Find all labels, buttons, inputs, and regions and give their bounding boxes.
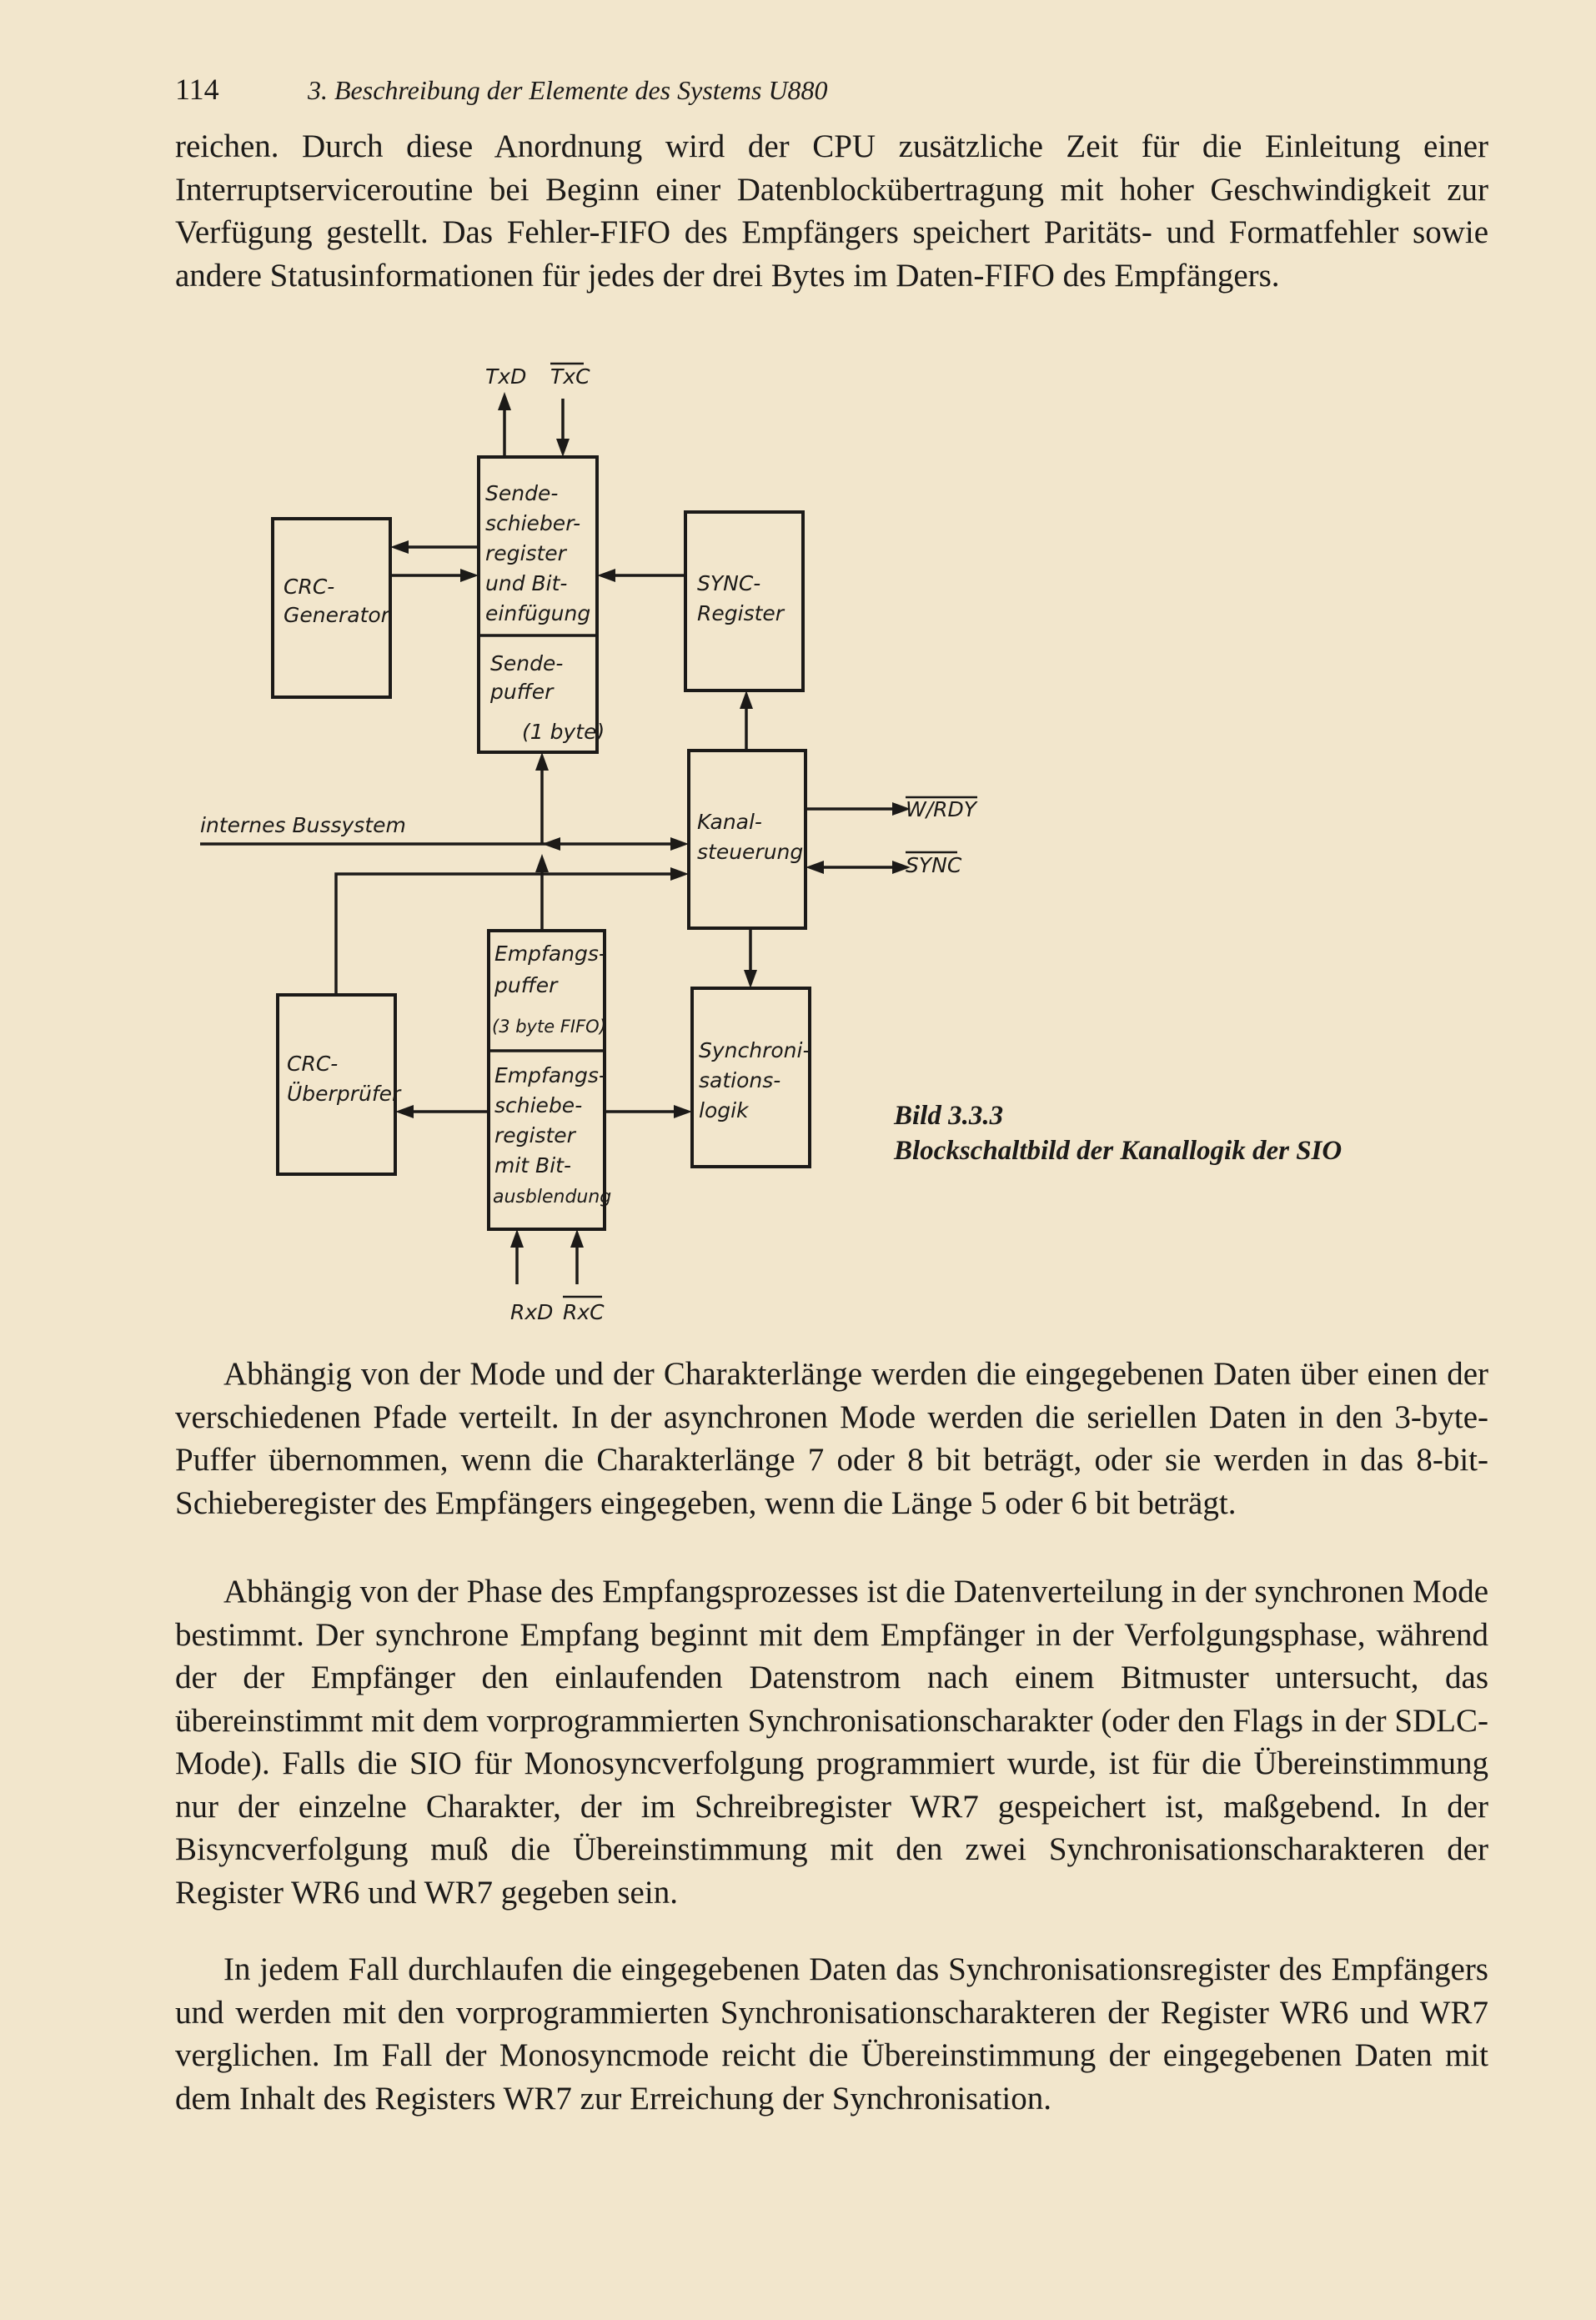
paragraph-intro: reichen. Durch diese Anordnung wird der CPU zusätzliche Zeit für die Einleitung einer Interruptserviceroutine bei Beginn einer Datenblockübertragung mit hoher Geschwindigkeit zur Verfügung gestellt. Das Fehler-FIFO des Empfängers speichert Paritäts- und Formatfehler sowie andere Statusinformationen für jedes der drei Bytes im Daten-FIFO des Empfängers.	[175, 128, 1488, 294]
figure-number: Bild 3.3.3	[894, 1101, 1004, 1131]
sync-register-label-1: SYNC-	[697, 571, 761, 595]
crc-generator-label-2: Generator	[284, 603, 389, 627]
receive-shift-label-5: ausblendung	[493, 1187, 612, 1208]
receive-shift-label-3: register	[494, 1123, 575, 1147]
receive-buffer-label-1: Empfangs-	[494, 942, 606, 966]
send-buffer-label-2: puffer	[490, 680, 554, 704]
w-rdy-label: W/RDY	[906, 797, 977, 821]
receive-shift-label-1: Empfangs-	[494, 1063, 606, 1087]
sync-logic-label-2: sations-	[699, 1068, 781, 1092]
receive-to-sync-logic-arrow	[674, 1105, 692, 1118]
txd-arrow	[498, 392, 511, 410]
internal-bus-label: internes Bussystem	[200, 813, 406, 837]
send-buffer-label-3: (1 byte)	[522, 720, 605, 744]
bus-to-control-arrow	[670, 837, 689, 851]
rxc-label: RxC	[563, 1300, 605, 1324]
sync-logic-label-1: Synchroni-	[699, 1038, 811, 1062]
send-buffer-label-1: Sende-	[490, 651, 564, 675]
txc-arrow	[556, 439, 570, 457]
receive-shift-label-2: schiebe-	[494, 1093, 583, 1117]
channel-control-label-1: Kanal-	[697, 810, 762, 834]
sync-logic-label-3: logik	[699, 1098, 749, 1122]
send-shift-label-1: Sende-	[485, 481, 559, 505]
crc-to-send-arrow	[460, 569, 479, 582]
control-to-sync-logic-arrow	[744, 970, 757, 988]
sync-signal-in-arrow	[806, 861, 824, 874]
sync-to-send-arrow	[597, 569, 615, 582]
receive-buffer-label-2: puffer	[494, 973, 558, 997]
crc-checker-label-1: CRC-	[287, 1052, 339, 1076]
running-title: 3. Beschreibung der Elemente des Systems U880	[308, 75, 828, 105]
control-to-sync-arrow	[740, 690, 753, 709]
crc-generator-label-1: CRC-	[284, 575, 335, 599]
bus-to-send-arrow	[535, 752, 549, 771]
crc-checker-to-control-arrow	[670, 867, 689, 881]
rxd-label: RxD	[510, 1300, 554, 1324]
paragraph-2: Abhängig von der Phase des Empfangsprozesses ist die Datenverteilung in der synchronen Mode bestimmt. Der synchrone Empfang beginnt mit dem Empfänger in der Verfolgungsphase, während der der Empfänger den einlaufenden Datenstrom nach einem Bitmuster untersucht, das übereinstimmt mit dem vorprogrammierten Synchronisationscharakter (oder den Flags in der SDLC-Mode). Falls die SIO für Monosyncverfolgung programmiert wurde, ist für die Übereinstimmung nur der einzelne Charakter, der im Schreibregister WR7 gespeichert ist, maßgebend. In der Bisyncverfolgung muß die Übereinstimmung mit den zwei Synchronisationscharakteren der Register WR6 und WR7 gegeben sein.	[175, 1574, 1488, 1911]
sync-register-label-2: Register	[697, 601, 785, 625]
receive-to-crc-arrow	[395, 1105, 414, 1118]
channel-control-label-2: steuerung	[697, 840, 804, 864]
receive-shift-label-4: mit Bit-	[494, 1153, 571, 1178]
rxc-arrow	[570, 1229, 584, 1248]
crc-checker-label-2: Überprüfer	[287, 1082, 401, 1106]
figure-caption	[894, 1098, 1342, 1168]
bus-node-arrow	[542, 837, 560, 851]
rxd-arrow	[510, 1229, 524, 1248]
sync-signal-label: SYNC	[906, 853, 962, 877]
send-shift-label-5: einfügung	[485, 601, 591, 625]
figure-title: Blockschaltbild der Kanallogik der SIO	[894, 1136, 1343, 1166]
txc-label: TxC	[550, 364, 590, 389]
txd-label: TxD	[485, 364, 527, 389]
paragraph-1: Abhängig von der Mode und der Charakterlänge werden die eingegebenen Daten über einen der verschiedenen Pfade verteilt. In der asynchronen Mode werden die seriellen Daten in den 3-byte-Puffer übernommen, wenn die Charakterlänge 7 oder 8 bit beträgt, oder sie werden in das 8-bit-Schieberegister des Empfängers eingegeben, wenn die Länge 5 oder 6 bit beträgt.	[175, 1356, 1488, 1521]
page-number: 114	[175, 73, 219, 106]
receive-to-bus-arrow	[535, 854, 549, 872]
send-shift-label-3: register	[485, 541, 566, 565]
receive-buffer-label-3: (3 byte FIFO)	[492, 1017, 606, 1037]
send-shift-label-2: schieber-	[485, 511, 581, 535]
send-to-crc-arrow	[390, 540, 409, 554]
paragraph-3: In jedem Fall durchlaufen die eingegebenen Daten das Synchronisationsregister des Empfängers und werden mit den vorprogrammierten Synchronisationscharakteren der Register WR6 und WR7 verglichen. Im Fall der Monosyncmode reicht die Übereinstimmung der eingegebenen Daten mit dem Inhalt des Registers WR7 zur Erreichung der Synchronisation.	[175, 1951, 1488, 2117]
send-shift-label-4: und Bit-	[485, 571, 568, 595]
